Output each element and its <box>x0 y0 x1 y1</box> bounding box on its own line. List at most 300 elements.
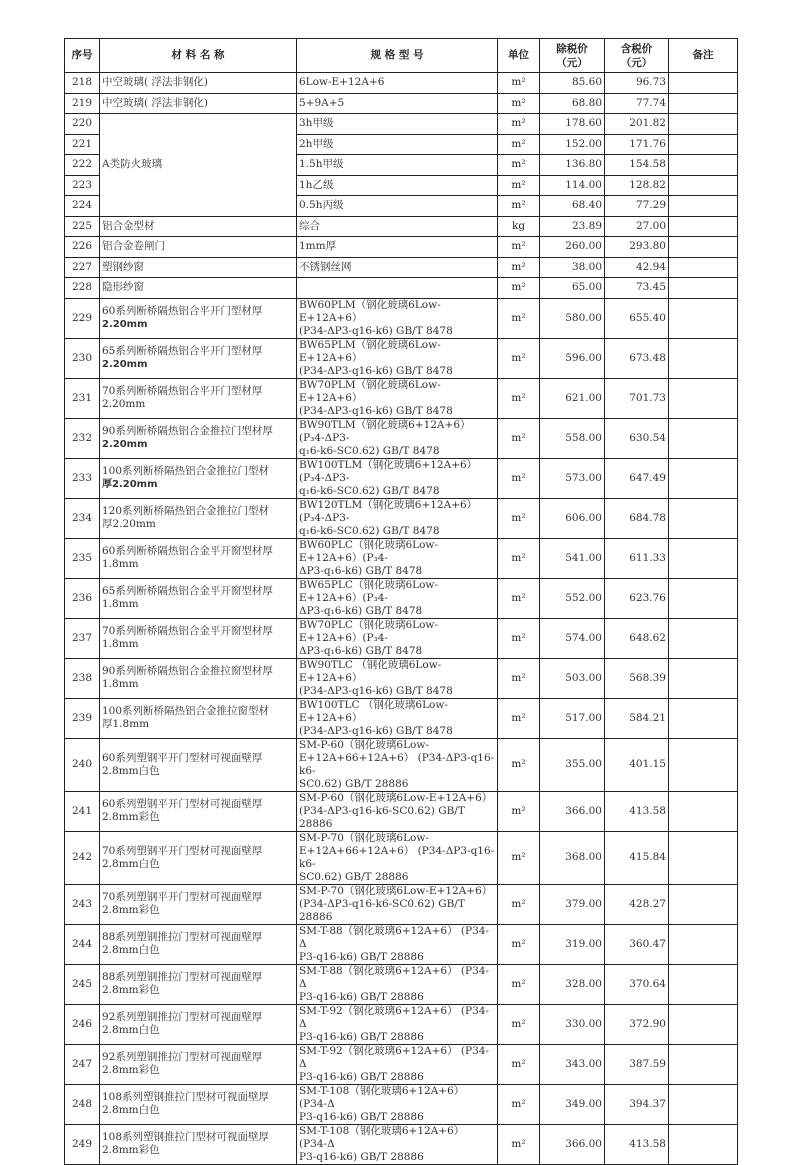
cell-spec: 0.5h丙级 <box>297 196 498 217</box>
cell-seq: 249 <box>65 1124 100 1164</box>
header-price-ex-tax <box>540 39 605 73</box>
table-row <box>65 698 738 738</box>
cell-note <box>669 698 738 738</box>
table-row <box>65 1004 738 1044</box>
cell-spec <box>297 1084 498 1124</box>
cell-price-ex-tax: 349.00 <box>540 1084 605 1124</box>
cell-price-inc-tax: 673.48 <box>605 338 669 378</box>
cell-spec-line1: SM-T-88（钢化玻璃6+12A+6） (P34-Δ <box>299 964 489 990</box>
cell-name-line1: 100系列断桥隔热铝合金推拉窗型材 <box>102 705 270 717</box>
cell-spec <box>297 1124 498 1164</box>
cell-price-inc-tax: 96.73 <box>605 73 669 94</box>
cell-spec <box>297 791 498 831</box>
cell-seq: 234 <box>65 498 100 538</box>
cell-price-inc-tax: 128.82 <box>605 175 669 196</box>
cell-spec-line1: SM-T-92（钢化玻璃6+12A+6） (P34-Δ <box>299 1004 489 1030</box>
cell-spec-line1: SM-T-108（钢化玻璃6+12A+6） (P34-Δ <box>299 1084 465 1110</box>
cell-seq: 220 <box>65 114 100 135</box>
cell-unit: m² <box>498 791 540 831</box>
cell-price-inc-tax: 623.76 <box>605 578 669 618</box>
cell-seq: 222 <box>65 155 100 176</box>
cell-seq: 241 <box>65 791 100 831</box>
cell-note <box>669 538 738 578</box>
cell-spec-line1: BW90TLM（钢化玻璃6+12A+6）(P₃4-ΔP3- <box>299 418 471 444</box>
cell-spec <box>297 924 498 964</box>
cell-name-line1: 60系列断桥隔热铝合平开门型材厚 <box>102 305 263 317</box>
header-spec: 规 格 型 号 <box>297 39 498 73</box>
cell-seq: 225 <box>65 216 100 237</box>
cell-unit: m² <box>498 73 540 94</box>
cell-seq: 238 <box>65 658 100 698</box>
cell-unit: m² <box>498 93 540 114</box>
cell-name <box>100 1044 297 1084</box>
table-row <box>65 278 738 299</box>
cell-seq: 239 <box>65 698 100 738</box>
cell-unit: m² <box>498 618 540 658</box>
cell-seq: 227 <box>65 257 100 278</box>
cell-spec <box>297 378 498 418</box>
cell-note <box>669 1044 738 1084</box>
cell-price-ex-tax: 178.60 <box>540 114 605 135</box>
cell-seq: 247 <box>65 1044 100 1084</box>
cell-spec <box>297 964 498 1004</box>
cell-name <box>100 578 297 618</box>
cell-price-ex-tax: 65.00 <box>540 278 605 299</box>
cell-spec <box>297 1044 498 1084</box>
cell-price-inc-tax: 394.37 <box>605 1084 669 1124</box>
cell-seq: 236 <box>65 578 100 618</box>
cell-spec: 不锈钢丝网 <box>297 257 498 278</box>
cell-seq: 224 <box>65 196 100 217</box>
table-row <box>65 924 738 964</box>
cell-unit: m² <box>498 1084 540 1124</box>
cell-note <box>669 418 738 458</box>
cell-price-ex-tax: 541.00 <box>540 538 605 578</box>
cell-price-ex-tax: 606.00 <box>540 498 605 538</box>
cell-name: A类防火玻璃 <box>100 114 297 217</box>
cell-price-inc-tax: 568.39 <box>605 658 669 698</box>
cell-unit: m² <box>498 538 540 578</box>
cell-name-line2: 2.8mm彩色 <box>102 1064 160 1076</box>
cell-price-ex-tax: 596.00 <box>540 338 605 378</box>
cell-seq: 232 <box>65 418 100 458</box>
cell-unit: m² <box>498 418 540 458</box>
cell-seq: 245 <box>65 964 100 1004</box>
cell-price-ex-tax: 574.00 <box>540 618 605 658</box>
cell-price-inc-tax: 413.58 <box>605 791 669 831</box>
cell-spec <box>297 458 498 498</box>
header-price-inc-tax-line2: （元） <box>620 56 653 69</box>
cell-spec-line2: P3-q16-k6) GB/T 28886 <box>299 1110 424 1123</box>
cell-seq: 242 <box>65 831 100 884</box>
cell-price-inc-tax: 648.62 <box>605 618 669 658</box>
cell-spec-line1: BW90TLC （钢化玻璃6Low-E+12A+6） <box>299 658 442 684</box>
cell-price-ex-tax: 38.00 <box>540 257 605 278</box>
cell-spec-line1: BW65PLC（钢化玻璃6Low-E+12A+6）(P₃4- <box>299 578 438 604</box>
cell-name-line1: 90系列断桥隔热铝合金推拉门型材厚 <box>102 425 273 437</box>
cell-price-inc-tax: 415.84 <box>605 831 669 884</box>
cell-seq: 235 <box>65 538 100 578</box>
cell-name-line2: 厚2.20mm <box>102 518 156 530</box>
cell-price-inc-tax: 684.78 <box>605 498 669 538</box>
cell-spec-line2: E+12A+66+12A+6） (P34-ΔP3-q16-k6- <box>299 751 495 777</box>
cell-name-line2: 2.20mm <box>102 319 148 330</box>
cell-name-line2: 2.8mm彩色 <box>102 984 160 996</box>
cell-note <box>669 175 738 196</box>
cell-price-ex-tax: 379.00 <box>540 884 605 924</box>
cell-spec-line2: (P34-ΔP3-q16-k6) GB/T 8478 <box>299 404 453 417</box>
cell-spec-line2: P3-q16-k6) GB/T 28886 <box>299 1070 424 1083</box>
cell-name-line1: 92系列塑钢推拉门型材可视面壁厚 <box>102 1011 263 1023</box>
table-row <box>65 216 738 237</box>
cell-price-inc-tax: 655.40 <box>605 298 669 338</box>
table-row <box>65 538 738 578</box>
cell-spec-line1: BW70PLC（钢化玻璃6Low-E+12A+6）(P₃4- <box>299 618 438 644</box>
cell-unit: m² <box>498 738 540 791</box>
cell-price-inc-tax: 27.00 <box>605 216 669 237</box>
cell-unit: m² <box>498 1044 540 1084</box>
cell-seq: 243 <box>65 884 100 924</box>
cell-price-inc-tax: 360.47 <box>605 924 669 964</box>
cell-name <box>100 538 297 578</box>
cell-spec-line2: q₁6-k6-SC0.62) GB/T 8478 <box>299 484 440 497</box>
header-name: 材 料 名 称 <box>100 39 297 73</box>
cell-name-line2: 2.8mm白色 <box>102 1104 160 1116</box>
cell-note <box>669 924 738 964</box>
cell-name <box>100 964 297 1004</box>
cell-spec: 2h甲级 <box>297 134 498 155</box>
cell-spec: 综合 <box>297 216 498 237</box>
cell-unit: m² <box>498 658 540 698</box>
table-row <box>65 1084 738 1124</box>
cell-price-inc-tax: 77.29 <box>605 196 669 217</box>
cell-note <box>669 498 738 538</box>
cell-spec-line2: (P34-ΔP3-q16-k6-SC0.62) GB/T 28886 <box>299 804 465 830</box>
cell-unit: m² <box>498 114 540 135</box>
cell-name <box>100 458 297 498</box>
table-row <box>65 378 738 418</box>
cell-spec <box>297 538 498 578</box>
cell-spec <box>297 884 498 924</box>
cell-price-ex-tax: 136.80 <box>540 155 605 176</box>
cell-spec <box>297 738 498 791</box>
cell-price-ex-tax: 23.89 <box>540 216 605 237</box>
cell-price-inc-tax: 647.49 <box>605 458 669 498</box>
cell-seq: 228 <box>65 278 100 299</box>
cell-seq: 229 <box>65 298 100 338</box>
cell-note <box>669 93 738 114</box>
cell-name-line2: 2.8mm彩色 <box>102 904 160 916</box>
header-price-ex-tax-line2: （元） <box>556 56 588 69</box>
cell-name-line2: 2.8mm彩色 <box>102 811 160 823</box>
cell-note <box>669 155 738 176</box>
cell-spec-line2: P3-q16-k6) GB/T 28886 <box>299 1150 424 1163</box>
cell-seq: 246 <box>65 1004 100 1044</box>
cell-price-ex-tax: 573.00 <box>540 458 605 498</box>
cell-note <box>669 791 738 831</box>
cell-spec-line2: (P34-ΔP3-q16-k6) GB/T 8478 <box>299 364 453 377</box>
cell-spec-line2: (P34-ΔP3-q16-k6) GB/T 8478 <box>299 684 453 697</box>
cell-unit: m² <box>498 196 540 217</box>
cell-note <box>669 134 738 155</box>
cell-spec-line2: (P34-ΔP3-q16-k6) GB/T 8478 <box>299 724 453 737</box>
cell-spec-line1: BW70PLM（钢化玻璃6Low-E+12A+6） <box>299 378 441 404</box>
cell-seq: 221 <box>65 134 100 155</box>
cell-spec-line2: (P34-ΔP3-q16-k6) GB/T 8478 <box>299 324 453 337</box>
cell-unit: m² <box>498 831 540 884</box>
cell-note <box>669 658 738 698</box>
cell-name <box>100 1004 297 1044</box>
cell-name: 隐形纱窗 <box>100 278 297 299</box>
cell-spec-line2: ΔP3-q₁6-k6) GB/T 8478 <box>299 644 423 657</box>
cell-seq: 244 <box>65 924 100 964</box>
cell-unit: m² <box>498 964 540 1004</box>
cell-unit: m² <box>498 884 540 924</box>
cell-spec-line1: SM-P-60（钢化玻璃6Low- <box>299 738 429 751</box>
cell-price-ex-tax: 343.00 <box>540 1044 605 1084</box>
cell-spec-line2: E+12A+66+12A+6） (P34-ΔP3-q16-k6- <box>299 844 495 870</box>
cell-unit: m² <box>498 498 540 538</box>
cell-price-inc-tax: 611.33 <box>605 538 669 578</box>
cell-price-inc-tax: 701.73 <box>605 378 669 418</box>
cell-name-line1: 88系列塑钢推拉门型材可视面壁厚 <box>102 931 263 943</box>
cell-price-ex-tax: 517.00 <box>540 698 605 738</box>
cell-spec <box>297 618 498 658</box>
cell-spec-line1: BW60PLC（钢化玻璃6Low-E+12A+6）(P₃4- <box>299 538 438 564</box>
cell-seq: 248 <box>65 1084 100 1124</box>
cell-unit: m² <box>498 134 540 155</box>
cell-spec-line2: q₁6-k6-SC0.62) GB/T 8478 <box>299 524 440 537</box>
cell-name <box>100 738 297 791</box>
table-row <box>65 658 738 698</box>
cell-seq: 219 <box>65 93 100 114</box>
table-row <box>65 114 738 135</box>
cell-note <box>669 1124 738 1164</box>
cell-spec: 6Low-E+12A+6 <box>297 73 498 94</box>
cell-price-ex-tax: 355.00 <box>540 738 605 791</box>
table-row <box>65 338 738 378</box>
cell-name <box>100 1084 297 1124</box>
cell-name-line1: 90系列断桥隔热铝合金推拉窗型材厚 <box>102 665 273 677</box>
cell-name-line1: 92系列塑钢推拉门型材可视面壁厚 <box>102 1051 263 1063</box>
cell-spec-line2: P3-q16-k6) GB/T 28886 <box>299 990 424 1003</box>
cell-unit: m² <box>498 338 540 378</box>
cell-unit: m² <box>498 698 540 738</box>
header-seq: 序号 <box>65 39 100 73</box>
cell-price-ex-tax: 68.80 <box>540 93 605 114</box>
cell-spec-line1: SM-T-88（钢化玻璃6+12A+6） (P34-Δ <box>299 924 489 950</box>
cell-name-line1: 70系列断桥隔热铝合平开门型材厚 <box>102 385 263 397</box>
cell-spec: 5+9A+5 <box>297 93 498 114</box>
cell-spec-line1: SM-P-70（钢化玻璃6Low- <box>299 831 429 844</box>
cell-name-line2: 2.20mm <box>102 398 146 410</box>
cell-note <box>669 1084 738 1124</box>
cell-price-ex-tax: 503.00 <box>540 658 605 698</box>
cell-unit: m² <box>498 237 540 258</box>
cell-note <box>669 114 738 135</box>
cell-note <box>669 278 738 299</box>
cell-name-line1: 60系列断桥隔热铝合金平开窗型材厚 <box>102 545 273 557</box>
cell-name: 中空玻璃( 浮法非钢化) <box>100 93 297 114</box>
cell-price-inc-tax: 584.21 <box>605 698 669 738</box>
cell-name-line1: 65系列断桥隔热铝合金平开窗型材厚 <box>102 585 273 597</box>
cell-unit: m² <box>498 924 540 964</box>
cell-name-line2: 厚1.8mm <box>102 718 150 730</box>
cell-price-ex-tax: 114.00 <box>540 175 605 196</box>
cell-spec-line2: ΔP3-q₁6-k6) GB/T 8478 <box>299 604 423 617</box>
cell-price-inc-tax: 372.90 <box>605 1004 669 1044</box>
cell-spec <box>297 338 498 378</box>
cell-price-ex-tax: 558.00 <box>540 418 605 458</box>
cell-spec-line3: SC0.62) GB/T 28886 <box>299 777 409 790</box>
cell-spec: 1.5h甲级 <box>297 155 498 176</box>
cell-price-ex-tax: 330.00 <box>540 1004 605 1044</box>
cell-name-line1: 70系列塑钢平开门型材可视面壁厚 <box>102 891 263 903</box>
cell-name <box>100 658 297 698</box>
cell-price-inc-tax: 630.54 <box>605 418 669 458</box>
cell-price-inc-tax: 428.27 <box>605 884 669 924</box>
cell-spec <box>297 278 498 299</box>
cell-price-inc-tax: 413.58 <box>605 1124 669 1164</box>
cell-price-ex-tax: 328.00 <box>540 964 605 1004</box>
cell-spec-line1: SM-P-70（钢化玻璃6Low-E+12A+6） <box>299 884 493 897</box>
cell-name-line1: 88系列塑钢推拉门型材可视面壁厚 <box>102 971 263 983</box>
cell-name-line1: 108系列塑钢推拉门型材可视面壁厚 <box>102 1131 270 1143</box>
cell-name: 铝合金卷闸门 <box>100 237 297 258</box>
table-row <box>65 831 738 884</box>
cell-price-ex-tax: 580.00 <box>540 298 605 338</box>
cell-unit: m² <box>498 458 540 498</box>
cell-spec <box>297 578 498 618</box>
cell-seq: 218 <box>65 73 100 94</box>
table-row <box>65 498 738 538</box>
table-row <box>65 93 738 114</box>
cell-name-line1: 120系列断桥隔热铝合金推拉门型材 <box>102 505 270 517</box>
cell-spec-line1: SM-T-108（钢化玻璃6+12A+6） (P34-Δ <box>299 1124 465 1150</box>
cell-name-line2: 2.20mm <box>102 359 148 370</box>
cell-price-ex-tax: 366.00 <box>540 791 605 831</box>
table-row <box>65 257 738 278</box>
cell-spec-line2: q₁6-k6-SC0.62) GB/T 8478 <box>299 444 440 457</box>
cell-spec: 1h乙级 <box>297 175 498 196</box>
cell-name-line1: 60系列塑钢平开门型材可视面壁厚 <box>102 751 263 764</box>
cell-name-line2: 1.8mm <box>102 638 139 650</box>
table-row <box>65 237 738 258</box>
cell-note <box>669 618 738 658</box>
cell-seq: 231 <box>65 378 100 418</box>
cell-spec-line1: BW65PLM（钢化玻璃6Low-E+12A+6） <box>299 338 441 364</box>
table-row <box>65 1044 738 1084</box>
cell-price-ex-tax: 366.00 <box>540 1124 605 1164</box>
cell-name <box>100 884 297 924</box>
cell-note <box>669 216 738 237</box>
cell-unit: m² <box>498 278 540 299</box>
cell-spec-line2: ΔP3-q₁6-k6) GB/T 8478 <box>299 564 423 577</box>
cell-name-line1: 70系列塑钢平开门型材可视面壁厚 <box>102 844 263 857</box>
cell-spec <box>297 418 498 458</box>
cell-note <box>669 237 738 258</box>
table-body <box>65 73 738 1165</box>
table-row <box>65 884 738 924</box>
cell-name-line2: 2.8mm彩色 <box>102 1144 160 1156</box>
cell-spec <box>297 658 498 698</box>
cell-name <box>100 298 297 338</box>
cell-unit: m² <box>498 257 540 278</box>
cell-name-line2: 2.8mm白色 <box>102 944 160 956</box>
cell-seq: 240 <box>65 738 100 791</box>
table-row <box>65 618 738 658</box>
cell-note <box>669 458 738 498</box>
cell-name-line1: 100系列断桥隔热铝合金推拉门型材 <box>102 465 270 477</box>
cell-price-ex-tax: 260.00 <box>540 237 605 258</box>
cell-unit: m² <box>498 175 540 196</box>
cell-price-inc-tax: 42.94 <box>605 257 669 278</box>
cell-name: 塑钢纱窗 <box>100 257 297 278</box>
cell-unit: m² <box>498 578 540 618</box>
cell-name <box>100 831 297 884</box>
cell-seq: 233 <box>65 458 100 498</box>
cell-spec <box>297 1004 498 1044</box>
cell-name-line2: 厚2.20mm <box>102 479 158 490</box>
cell-spec-line2: (P34-ΔP3-q16-k6-SC0.62) GB/T 28886 <box>299 897 465 923</box>
cell-note <box>669 1004 738 1044</box>
cell-seq: 230 <box>65 338 100 378</box>
table-row <box>65 791 738 831</box>
cell-name: 中空玻璃( 浮法非钢化) <box>100 73 297 94</box>
header-price-ex-tax-line1: 除税价 <box>556 42 588 55</box>
table-row <box>65 1124 738 1164</box>
cell-name-line2: 2.8mm白色 <box>102 857 160 870</box>
cell-spec-line1: BW100TLM（钢化玻璃6+12A+6）(P₃4-ΔP3- <box>299 458 478 484</box>
cell-seq: 226 <box>65 237 100 258</box>
cell-spec <box>297 698 498 738</box>
cell-price-inc-tax: 77.74 <box>605 93 669 114</box>
cell-price-ex-tax: 368.00 <box>540 831 605 884</box>
table-row <box>65 418 738 458</box>
cell-price-inc-tax: 201.82 <box>605 114 669 135</box>
table-row <box>65 964 738 1004</box>
header-unit: 单位 <box>498 39 540 73</box>
cell-note <box>669 338 738 378</box>
cell-note <box>669 738 738 791</box>
cell-note <box>669 257 738 278</box>
cell-unit: kg <box>498 216 540 237</box>
cell-price-inc-tax: 73.45 <box>605 278 669 299</box>
cell-seq: 223 <box>65 175 100 196</box>
cell-price-ex-tax: 621.00 <box>540 378 605 418</box>
cell-spec-line2: P3-q16-k6) GB/T 28886 <box>299 950 424 963</box>
cell-unit: m² <box>498 378 540 418</box>
table-row <box>65 458 738 498</box>
header-row <box>65 39 738 73</box>
cell-spec-line1: BW100TLC （钢化玻璃6Low-E+12A+6） <box>299 698 448 724</box>
cell-name <box>100 791 297 831</box>
cell-spec-line1: BW60PLM（钢化玻璃6Low-E+12A+6） <box>299 298 441 324</box>
cell-spec <box>297 298 498 338</box>
cell-name <box>100 338 297 378</box>
cell-name-line2: 1.8mm <box>102 598 139 610</box>
cell-spec: 1mm厚 <box>297 237 498 258</box>
cell-name-line1: 65系列断桥隔热铝合平开门型材厚 <box>102 345 263 357</box>
material-price-table <box>64 38 738 1165</box>
cell-price-inc-tax: 171.76 <box>605 134 669 155</box>
cell-name <box>100 418 297 458</box>
cell-name-line2: 1.8mm <box>102 558 139 570</box>
cell-name-line2: 2.20mm <box>102 439 148 450</box>
cell-note <box>669 73 738 94</box>
cell-price-ex-tax: 85.60 <box>540 73 605 94</box>
cell-name <box>100 378 297 418</box>
